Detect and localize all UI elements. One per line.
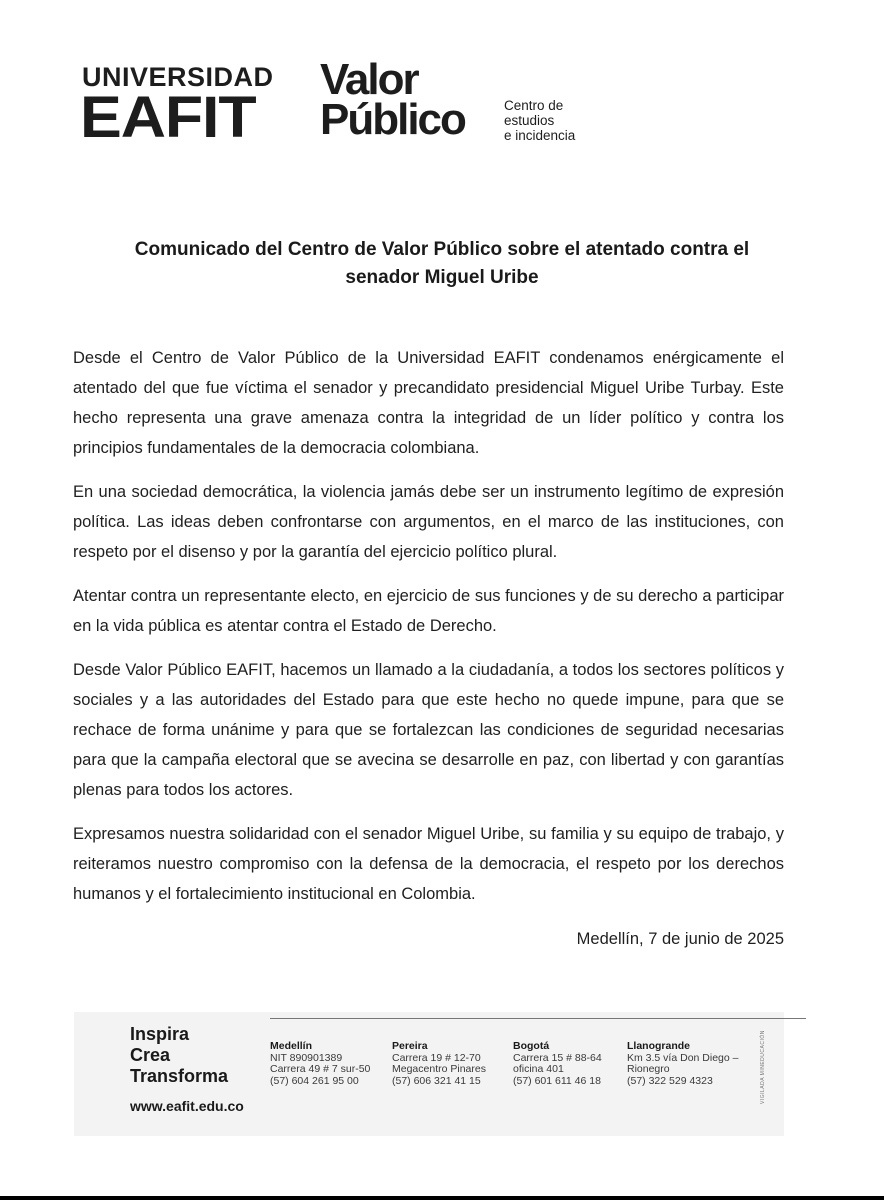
- document-title: [80, 236, 804, 292]
- letterhead-footer: [74, 1012, 784, 1136]
- office-line: Carrera 49 # 7 sur-50: [270, 1063, 371, 1075]
- body-paragraph: Atentar contra un representante electo, en ejercicio de sus funciones y de su derecho a participar en la vida pública es atentar contra el Estado de Derecho.: [73, 587, 784, 635]
- page-bottom-edge: [0, 1196, 884, 1200]
- eafit-logo-line1: UNIVERSIDAD: [82, 62, 274, 92]
- footer-divider: [270, 1018, 806, 1019]
- office-line: Carrera 15 # 88-64: [513, 1051, 602, 1064]
- office-city: Llanogrande: [627, 1040, 691, 1052]
- office-line: (57) 604 261 95 00: [270, 1074, 359, 1087]
- body-paragraph: Expresamos nuestra solidaridad con el senador Miguel Uribe, su familia y su equipo de trabajo, y reiteramos nuestro compromiso con la defensa de la democracia, el respeto por los derechos humanos y el fortalecimiento institucional en Colombia.: [73, 825, 784, 903]
- eafit-logo: [80, 62, 300, 150]
- office-city: Bogotá: [513, 1040, 550, 1052]
- office-line: (57) 322 529 4323: [627, 1074, 713, 1087]
- title-line: senador Miguel Uribe: [345, 267, 539, 288]
- office-line: (57) 606 321 41 15: [392, 1074, 481, 1087]
- office-llanogrande: [627, 1041, 738, 1087]
- slogan-line: Transforma: [130, 1066, 229, 1086]
- valor-publico-logo: [318, 55, 608, 148]
- body-paragraph: Desde Valor Público EAFIT, hacemos un llamado a la ciudadanía, a todos los sectores políticos y sociales y a las autoridades del Estado para que este hecho no quede impune, para que se rechace de forma unánime y para que se fortalezcan las condiciones de seguridad necesarias para que la campaña electoral que se avecina se desarrolle en paz, con libertad y con garantías plenas para todos los actores.: [73, 661, 784, 799]
- tagline-line: estudios: [504, 113, 555, 128]
- vigilada-mark: VIGILADA MINEDUCACIÓN: [760, 1030, 766, 1104]
- office-medellin: [270, 1041, 370, 1087]
- eafit-logo-line2: EAFIT: [80, 85, 256, 150]
- office-line: Megacentro Pinares: [392, 1063, 486, 1075]
- office-line: Carrera 19 # 12-70: [392, 1051, 481, 1064]
- tagline-line: e incidencia: [504, 128, 576, 143]
- slogan-line: Crea: [130, 1045, 171, 1065]
- office-line: oficina 401: [513, 1063, 564, 1075]
- body-paragraph: En una sociedad democrática, la violencia jamás debe ser un instrumento legítimo de expresión política. Las ideas deben confrontarse con argumentos, en el marco de las instituciones, con respeto por el disenso y por la garantía del ejercicio político plural.: [73, 483, 784, 561]
- footer-slogan: [130, 1024, 228, 1087]
- footer-website-link[interactable]: www.eafit.edu.co: [130, 1098, 244, 1114]
- office-city: Pereira: [392, 1040, 428, 1052]
- office-line: Rionegro: [627, 1063, 670, 1075]
- tagline-line: Centro de: [504, 98, 564, 113]
- dateline: Medellín, 7 de junio de 2025: [576, 930, 784, 948]
- office-pereira: [392, 1041, 486, 1087]
- body-paragraph: Desde el Centro de Valor Público de la Universidad EAFIT condenamos enérgicamente el atentado del que fue víctima el senador y precandidato presidencial Miguel Uribe Turbay. Este hecho representa una grave amenaza contra la integridad de un líder político y contra los principios fundamentales de la democracia colombiana.: [73, 349, 784, 457]
- office-line: NIT 890901389: [270, 1051, 343, 1064]
- office-line: (57) 601 611 46 18: [513, 1074, 601, 1087]
- valor-publico-logo-line2: Público: [320, 95, 465, 144]
- valor-publico-tagline: [504, 98, 614, 143]
- office-bogota: [513, 1041, 602, 1087]
- document-body: [73, 343, 784, 923]
- slogan-line: Inspira: [130, 1024, 190, 1044]
- title-line: Comunicado del Centro de Valor Público sobre el atentado contra el: [134, 239, 750, 260]
- office-line: Km 3.5 vía Don Diego –: [627, 1051, 739, 1064]
- valor-publico-logo-line1: Valor: [320, 55, 418, 104]
- office-city: Medellín: [270, 1040, 313, 1052]
